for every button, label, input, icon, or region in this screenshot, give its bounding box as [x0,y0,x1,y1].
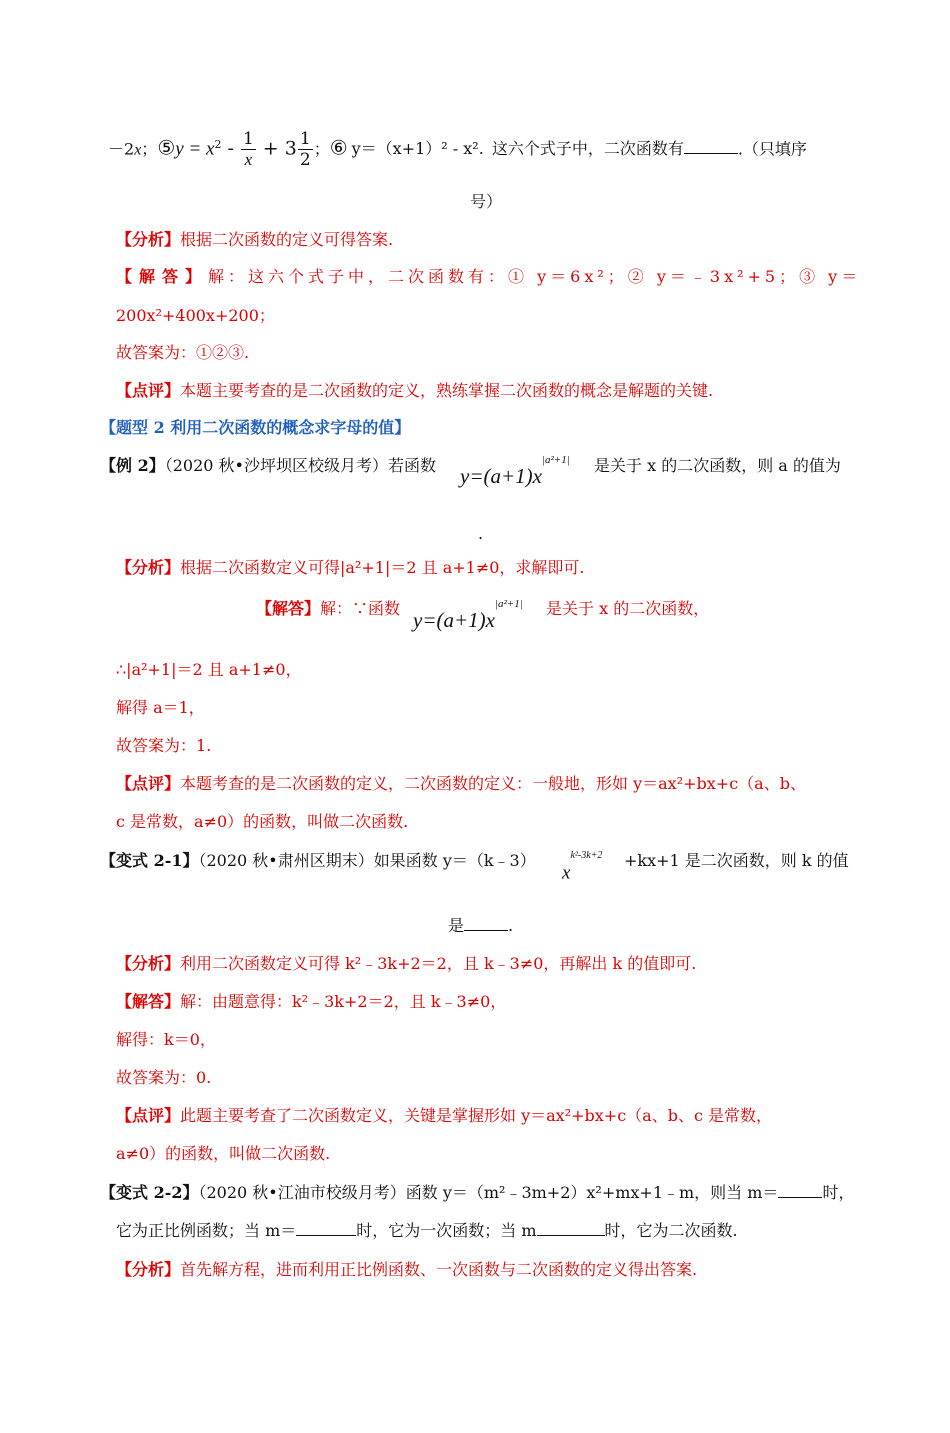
var21-analysis: 【分析】利用二次函数定义可得 k²﹣3k+2＝2，且 k﹣3≠0，再解出 k 的值即可. [116,954,697,973]
q1-expr6: y＝（x+1）² - x². [351,139,484,159]
comment-label: 【点评】 [116,381,181,400]
type2-heading: 【题型 2 利用二次函数的概念求字母的值】 [100,418,411,437]
var22-question: 【变式 2-2】（2020 秋•江油市校级月考）函数 y＝（m²﹣3m+2）x²+mx+1﹣m，则当 m＝ 时， [100,1183,855,1202]
circle-6-icon: ⑥ [329,135,348,160]
circle-5-icon: ⑤ [157,135,176,160]
var21-comment: 【点评】此题主要考查了二次函数定义，关键是掌握形如 y＝ax²+bx+c（a、b、c 是常数， [116,1106,772,1125]
q1-answer: 故答案为：①②③. [116,343,250,362]
var21-line2: 是 . [448,916,514,935]
ex2-question-tail: 是关于 x 的二次函数，则 a 的值为 [594,456,841,475]
var21-comment2: a≠0）的函数，叫做二次函数. [116,1144,331,1163]
q1-tail: 这六个式子中，二次函数有 [491,139,684,159]
ex2-solution-tail: 是关于 x 的二次函数， [546,599,710,618]
q1-line2: 号） [470,192,503,211]
q1-comment: 【点评】本题主要考查的是二次函数的定义，熟练掌握二次函数的概念是解题的关键. [116,381,714,400]
q1-blank [684,139,738,154]
ex2-formula: $y=(a+1)x^{|a^2+1|}$ [460,454,570,489]
ex2-solution-formula: $y=(a+1)x^{|a^2+1|}$ [413,598,523,633]
q1-y-eq: y = x [175,138,215,160]
q1-start: －2 [108,139,135,159]
ex2-comment2: c 是常数，a≠0）的函数，叫做二次函数. [116,812,409,831]
solution-label: 【解答】 [116,267,209,286]
ex2-step2: 解得 a＝1， [116,698,205,717]
var21-answer: 故答案为：0. [116,1068,212,1087]
ex2-comment: 【点评】本题考查的是二次函数的定义，二次函数的定义：一般地，形如 y＝ax²+bx+c（a、b、 [116,774,806,793]
ex2-label: 【例 2】 [100,456,165,475]
ex2-question: 【例 2】（2020 秋•沙坪坝区校级月考）若函数 [100,456,436,475]
ex2-answer: 故答案为：1. [116,736,212,755]
q1-fraction2: $\frac{1}{2}$ [299,129,311,171]
var22-line2: 它为正比例函数；当 m＝ 时，它为一次函数；当 m 时，它为二次函数. [116,1221,738,1240]
q1-line1: －2x；⑤y = $x^2$ - $\frac{1}{x}$ + 3 $\frac{1}{2}$ ；⑥ y＝（x+1）² - x². 这六个式子中，二次函数有 .（只填序 [108,129,807,171]
q1-semi: ； [141,139,158,159]
q1-solution: 【解答】解：这六个式子中，二次函数有：① y＝6x²；② y＝﹣3x²+5；③ y＝ [116,267,862,286]
analysis-label: 【分析】 [116,230,181,249]
ex2-solution: 【解答】解：∵函数 [256,599,401,618]
q1-x: x [134,141,142,159]
q1-plus3: + 3 [256,137,297,160]
q1-solution2: 200x²+400x+200； [116,306,275,325]
var21-question-tail: +kx+1 是二次函数，则 k 的值 [624,851,849,870]
var22-analysis: 【分析】首先解方程，进而利用正比例函数、一次函数与二次函数的定义得出答案. [116,1260,698,1279]
q1-semi2: ； [313,139,330,159]
var21-formula: $x^{k^2-3k+2}$ [562,850,603,884]
ex2-dot: . [478,524,484,543]
ex2-analysis: 【分析】根据二次函数定义可得|a²+1|＝2 且 a+1≠0，求解即可. [116,558,585,577]
q1-fraction: $\frac{1}{x}$ [242,129,254,170]
q1-tail2: .（只填序 [737,139,807,159]
var21-question: 【变式 2-1】（2020 秋•肃州区期末）如果函数 y＝（k﹣3） [100,851,536,870]
q1-analysis: 【分析】根据二次函数的定义可得答案. [116,230,394,249]
var21-solution: 【解答】解：由题意得：k²﹣3k+2＝2，且 k﹣3≠0， [116,992,507,1011]
q1-minus: - [221,137,240,160]
ex2-step1: ∴|a²+1|＝2 且 a+1≠0， [116,660,302,679]
var21-step1: 解得：k＝0， [116,1030,216,1049]
